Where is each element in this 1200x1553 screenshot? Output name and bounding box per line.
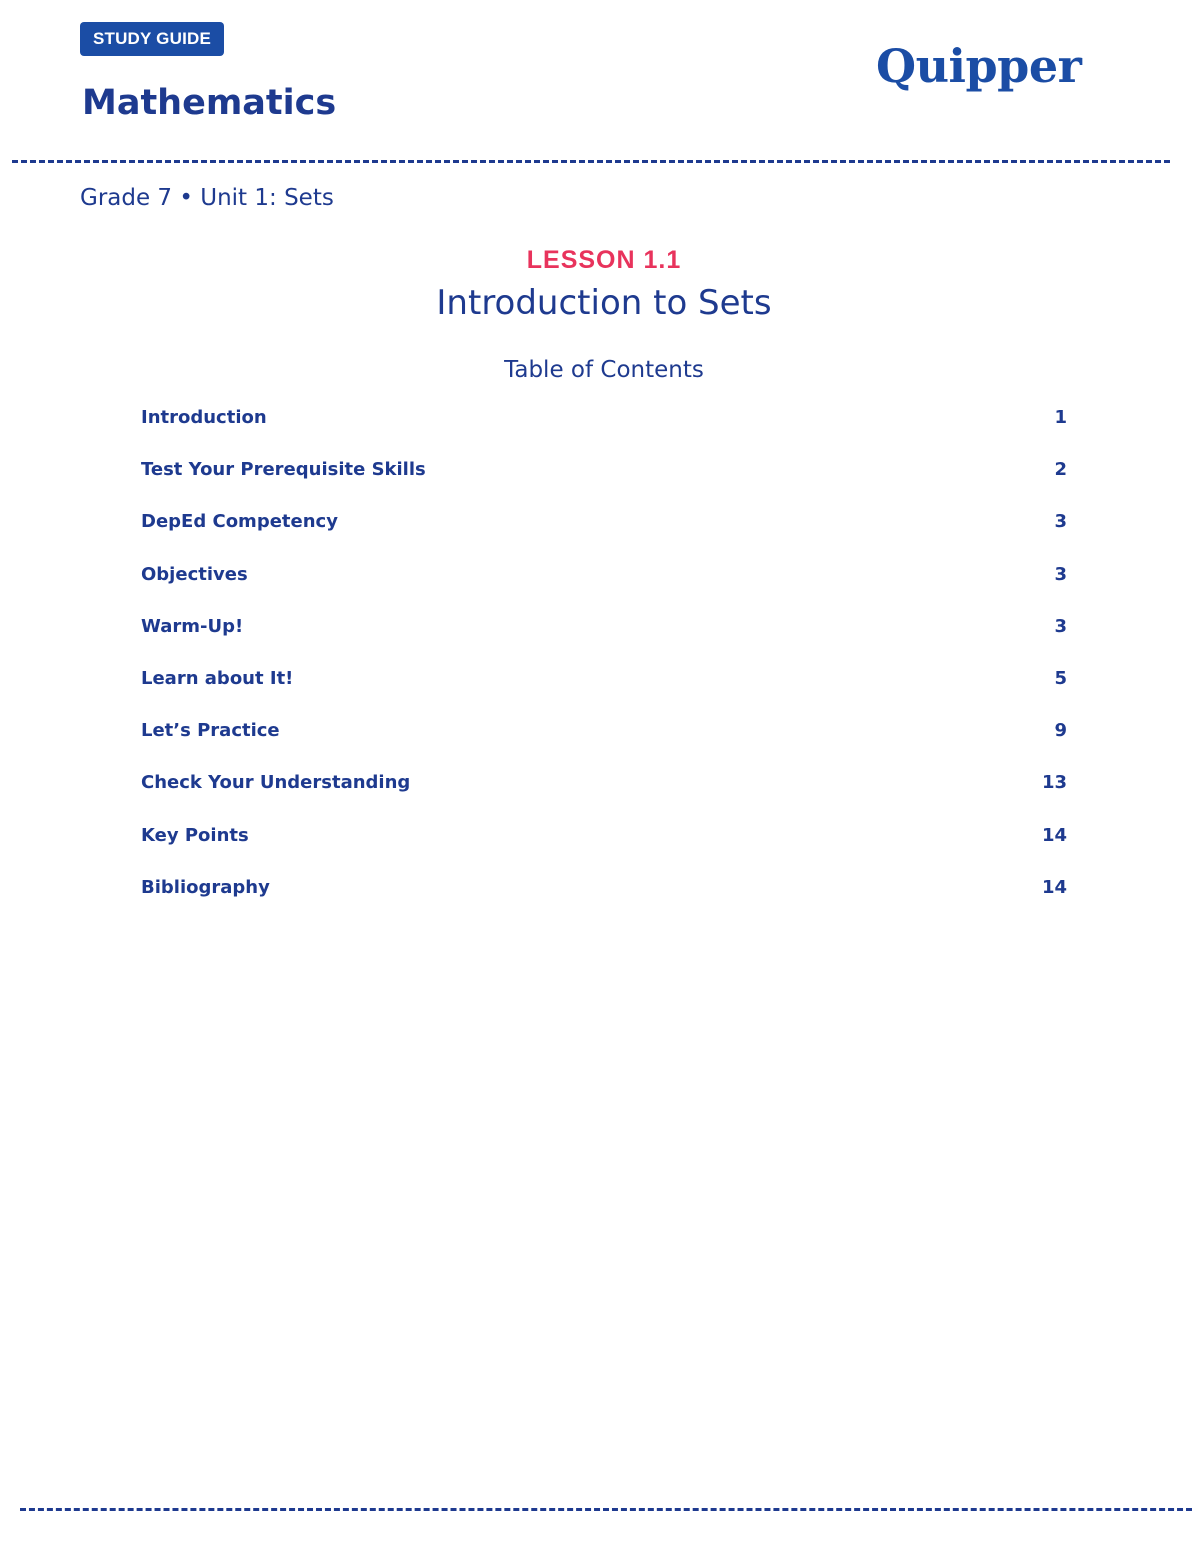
- lesson-label: LESSON 1.1: [526, 246, 682, 274]
- study-guide-badge: STUDY GUIDE: [80, 22, 224, 56]
- toc-item-page: 3: [1054, 563, 1067, 585]
- toc-item[interactable]: [141, 560, 1067, 612]
- toc-item-page: 2: [1054, 459, 1067, 481]
- toc-item[interactable]: [141, 716, 1067, 768]
- toc-item-page: 9: [1054, 720, 1067, 742]
- toc-item[interactable]: [141, 455, 1067, 507]
- toc-item-title: Warm-Up!: [141, 615, 244, 637]
- toc-heading: Table of Contents: [504, 357, 704, 383]
- toc-item[interactable]: [141, 507, 1067, 559]
- toc-item-title: Let’s Practice: [141, 720, 280, 742]
- quipper-logo: Quipper: [876, 39, 1082, 93]
- toc-item-page: 13: [1041, 772, 1067, 794]
- toc-item-page: 14: [1041, 824, 1067, 846]
- toc-item[interactable]: [141, 873, 1067, 925]
- toc-item-title: Bibliography: [141, 876, 270, 898]
- toc-item[interactable]: [141, 768, 1067, 820]
- lesson-title: Introduction to Sets: [436, 283, 772, 323]
- toc-item-title: Check Your Understanding: [141, 772, 411, 794]
- toc-item-title: Learn about It!: [141, 667, 294, 689]
- toc-item-page: 3: [1054, 511, 1067, 533]
- toc-item-page: 14: [1041, 876, 1067, 898]
- toc-item[interactable]: [141, 821, 1067, 873]
- toc-item[interactable]: [141, 612, 1067, 664]
- toc-item[interactable]: [141, 403, 1067, 455]
- toc-item-page: 1: [1054, 407, 1067, 428]
- toc-item-title: Key Points: [141, 824, 249, 846]
- toc-item-page: 5: [1054, 667, 1067, 689]
- toc-item-title: DepEd Competency: [141, 511, 338, 533]
- toc-item-title: Introduction: [141, 407, 267, 428]
- toc-item-page: 3: [1054, 615, 1067, 637]
- bottom-divider: [20, 1508, 1192, 1511]
- top-divider: [12, 160, 1170, 163]
- subject-title: Mathematics: [82, 83, 337, 123]
- toc-item[interactable]: [141, 664, 1067, 716]
- toc-item-title: Objectives: [141, 563, 248, 585]
- toc-item-title: Test Your Prerequisite Skills: [141, 459, 426, 481]
- breadcrumb: Grade 7 • Unit 1: Sets: [80, 185, 334, 211]
- table-of-contents: [141, 403, 1067, 925]
